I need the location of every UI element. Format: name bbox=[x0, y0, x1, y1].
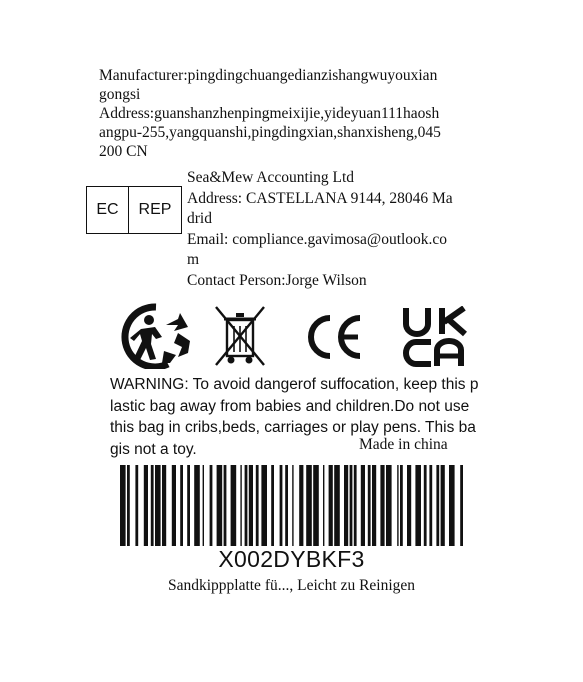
barcode-bar bbox=[285, 465, 288, 546]
eu-representative-block bbox=[187, 168, 497, 291]
barcode-bar bbox=[449, 465, 455, 546]
barcode-bar bbox=[261, 465, 267, 546]
barcode-bar bbox=[424, 465, 427, 546]
manufacturer-address-line: Address:guanshanzhenpingmeixijie,yideyuan111haosh bbox=[99, 105, 440, 122]
barcode-bar bbox=[127, 465, 130, 546]
barcode-number: X002DYBKF3 bbox=[218, 546, 365, 572]
barcode-bar bbox=[256, 465, 259, 546]
barcode-bar bbox=[231, 465, 237, 546]
barcode-bar bbox=[162, 465, 166, 546]
barcode-bar bbox=[397, 465, 398, 546]
barcode-bar bbox=[372, 465, 376, 546]
representative-email-line: m bbox=[187, 251, 200, 268]
triman-recycling-icon bbox=[118, 303, 198, 369]
barcode-bar bbox=[361, 465, 365, 546]
barcode-bar bbox=[429, 465, 432, 546]
warning-line: gis not a toy. bbox=[110, 440, 197, 458]
barcode-bar bbox=[329, 465, 333, 546]
barcode-bar bbox=[203, 465, 204, 546]
barcode-bar bbox=[245, 465, 248, 546]
barcode-bar bbox=[120, 465, 126, 546]
barcode-bar bbox=[280, 465, 283, 546]
barcode-bar bbox=[436, 465, 439, 546]
barcode-bar bbox=[344, 465, 348, 546]
ce-mark-icon bbox=[302, 312, 364, 362]
barcode-bar bbox=[249, 465, 253, 546]
barcode-bar bbox=[144, 465, 148, 546]
manufacturer-line: Manufacturer:pingdingchuangedianzishangwuyouxian bbox=[99, 67, 438, 84]
warning-line: WARNING: To avoid dangerof suffocation, keep this p bbox=[110, 376, 479, 393]
barcode-bar bbox=[210, 465, 213, 546]
product-name: Sandkippplatte fü..., Leicht zu Reinigen bbox=[167, 577, 416, 594]
barcode-bar bbox=[271, 465, 274, 546]
ec-rep-box bbox=[86, 186, 182, 234]
barcode-bar bbox=[306, 465, 312, 546]
barcode-bar bbox=[194, 465, 200, 546]
barcode-bar bbox=[187, 465, 190, 546]
manufacturer-address-line: angpu-255,yangquanshi,pingdingxian,shanxisheng,045 bbox=[99, 124, 441, 141]
warning-line: lastic bag away from babies and children.Do not use bbox=[110, 397, 470, 415]
barcode-bar bbox=[400, 465, 403, 546]
barcode-bar bbox=[441, 465, 445, 546]
warning-line: this bag in cribs,beds, carriages or play pens. This ba bbox=[110, 419, 476, 436]
barcode-bar bbox=[380, 465, 384, 546]
manufacturer-address-line: 200 CN bbox=[99, 143, 148, 160]
representative-address-line: drid bbox=[187, 210, 212, 227]
representative-email-line: Email: compliance.gavimosa@outlook.co bbox=[187, 230, 448, 248]
barcode-bar bbox=[407, 465, 411, 546]
barcode-bar bbox=[292, 465, 293, 546]
barcode-bar bbox=[460, 465, 463, 546]
barcode-bar bbox=[350, 465, 353, 546]
barcode-bar bbox=[354, 465, 357, 546]
barcode-bar bbox=[368, 465, 371, 546]
barcode-bar bbox=[217, 465, 223, 546]
ukca-mark-icon bbox=[402, 306, 470, 368]
barcode-bar bbox=[180, 465, 183, 546]
barcode-bar bbox=[334, 465, 340, 546]
made-in-label: Made in china bbox=[359, 436, 448, 453]
representative-address-line: Address: CASTELLANA 9144, 28046 Ma bbox=[187, 189, 453, 207]
barcode-bar bbox=[240, 465, 241, 546]
barcode bbox=[120, 465, 468, 546]
crossed-out-wheelie-bin-icon bbox=[214, 304, 266, 368]
barcode-bar bbox=[224, 465, 227, 546]
barcode-bar bbox=[323, 465, 324, 546]
barcode-bar bbox=[415, 465, 421, 546]
barcode-bar bbox=[386, 465, 392, 546]
ec-label: EC bbox=[87, 187, 129, 233]
representative-company: Sea&Mew Accounting Ltd bbox=[187, 169, 355, 186]
barcode-bar bbox=[151, 465, 154, 546]
compliance-symbols bbox=[0, 300, 583, 372]
barcode-bar bbox=[299, 465, 303, 546]
barcode-bar bbox=[155, 465, 161, 546]
barcode-bar bbox=[313, 465, 319, 546]
barcode-bar bbox=[135, 465, 138, 546]
barcode-bar bbox=[172, 465, 176, 546]
representative-contact: Contact Person:Jorge Wilson bbox=[187, 271, 367, 289]
manufacturer-block bbox=[99, 66, 499, 161]
rep-label: REP bbox=[138, 201, 172, 218]
manufacturer-line: gongsi bbox=[99, 86, 141, 103]
